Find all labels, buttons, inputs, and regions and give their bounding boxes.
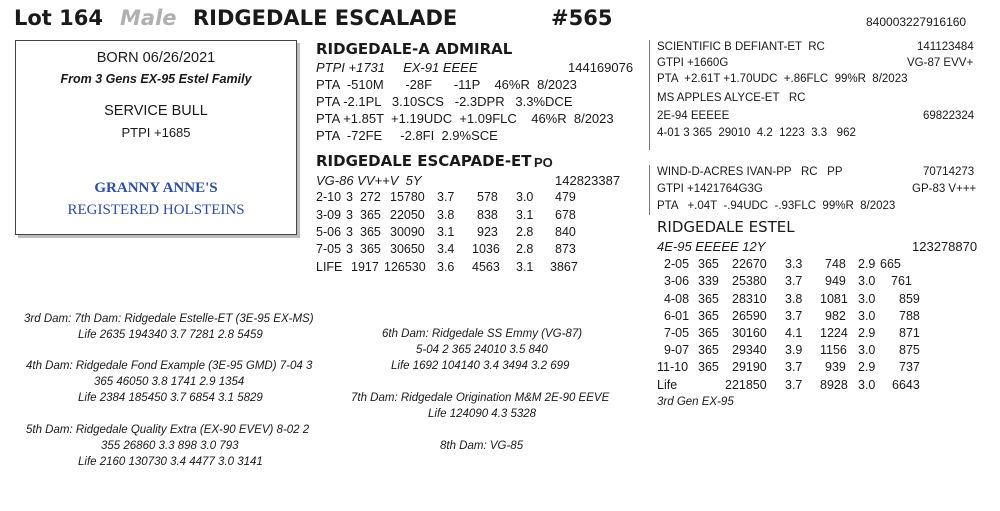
born-date: BORN 06/26/2021 [96, 50, 216, 66]
sixth-dam-life: Life 1692 104140 3.4 3494 3.2 699 [391, 360, 570, 372]
fifth-dam-record: 355 26860 3.3 898 3.0 793 [101, 440, 239, 452]
animal-name: RIDGEDALE ESCALADE [193, 6, 458, 30]
dam-suffix: PO [534, 155, 553, 170]
registration-id: 840003227916160 [866, 15, 967, 29]
family-note: From 3 Gens EX-95 Estel Family [60, 72, 252, 86]
sire-sire-id: 141123484 [917, 41, 974, 53]
service-type: SERVICE BULL [104, 103, 208, 119]
fourth-dam-record: 365 46050 3.8 1741 2.9 1354 [94, 376, 245, 388]
sire-sire-class: VG-87 EVV+ [907, 57, 974, 69]
dam-classification: VG-86 VV++V 5Y [316, 173, 422, 188]
sire-sire-gtpi: GTPI +1660G [657, 57, 729, 69]
sire-sire-pta: PTA +2.61T +1.70UDC +.86FLC 99%R 8/2023 [657, 73, 908, 85]
sire-pta-line: PTA -510M -28F -11P 46%R 8/2023 [316, 77, 577, 92]
sire-dam-class: 2E-94 EEEEE [657, 110, 730, 122]
animal-sex: Male [120, 6, 177, 30]
sire-dam-name: MS APPLES ALYCE-ET RC [657, 92, 806, 104]
sire-dam-id: 69822324 [923, 110, 975, 122]
seventh-dam-life: Life 124090 4.3 5328 [428, 408, 537, 420]
sire-ptpi-class: PTPI +1731 EX-91 EEEE [316, 60, 478, 75]
sire-name: RIDGEDALE-A ADMIRAL [316, 40, 513, 58]
eighth-dam-line: 8th Dam: VG-85 [440, 440, 524, 452]
dam-reg-id: 142823387 [555, 173, 621, 188]
column-divider [649, 40, 650, 150]
seventh-dam-line: 7th Dam: Ridgedale Origination M&M 2E-90 EEVE [351, 392, 610, 404]
fifth-dam-line: 5th Dam: Ridgedale Quality Extra (EX-90 EVEV) 8-02 2 [26, 424, 310, 436]
third-dam-line: 3rd Dam: 7th Dam: Ridgedale Estelle-ET (3E-95 EX-MS) [24, 313, 314, 325]
dam-dam-id: 123278870 [912, 239, 978, 254]
consignor-logo-line2: REGISTERED HOLSTEINS [67, 202, 245, 218]
dam-dam-note: 3rd Gen EX-95 [657, 396, 734, 408]
sire-reg-id: 144169076 [568, 60, 634, 75]
lot-number: Lot 164 [14, 6, 103, 30]
dam-sire-gtpi: GTPI +1421764G3G [657, 183, 763, 195]
sire-dam-record: 4-01 3 365 29010 4.2 1223 3.3 962 [657, 127, 856, 139]
dam-sire-class: GP-83 V+++ [912, 183, 977, 195]
catalog-number: #565 [551, 6, 613, 30]
sire-pta-line: PTA +1.85T +1.19UDC +1.09FLC 46%R 8/2023 [316, 111, 614, 126]
column-divider [649, 165, 650, 215]
dam-sire-pta: PTA +.04T -.94UDC -.93FLC 99%R 8/2023 [657, 200, 896, 212]
sire-pta-line: PTA -72FE -2.8FI 2.9%SCE [316, 128, 498, 143]
ptpi-value: PTPI +1685 [121, 125, 191, 140]
dam-sire-id: 70714273 [923, 166, 975, 178]
fourth-dam-life: Life 2384 185450 3.7 6854 3.1 5829 [78, 392, 263, 404]
dam-name: RIDGEDALE ESCAPADE-ET [316, 152, 532, 170]
third-dam-record: Life 2635 194340 3.7 7281 2.8 5459 [78, 329, 263, 341]
sire-pta-line: PTA -2.1PL 3.10SCS -2.3DPR 3.3%DCE [316, 94, 573, 109]
fourth-dam-line: 4th Dam: Ridgedale Fond Example (3E-95 GMD) 7-04 3 [26, 360, 313, 372]
sixth-dam-line: 6th Dam: Ridgedale SS Emmy (VG-87) [382, 328, 583, 340]
fifth-dam-life: Life 2160 130730 3.4 4477 3.0 3141 [78, 456, 263, 468]
sixth-dam-record: 5-04 2 365 24010 3.5 840 [416, 344, 548, 356]
dam-dam-name: RIDGEDALE ESTEL [657, 218, 795, 236]
consignor-logo-line1: GRANNY ANNE'S [94, 180, 218, 196]
dam-dam-class: 4E-95 EEEEE 12Y [657, 239, 766, 254]
dam-sire-name: WIND-D-ACRES IVAN-PP RC PP [657, 166, 843, 178]
sire-sire-name: SCIENTIFIC B DEFIANT-ET RC [657, 41, 825, 53]
info-box [15, 40, 297, 235]
